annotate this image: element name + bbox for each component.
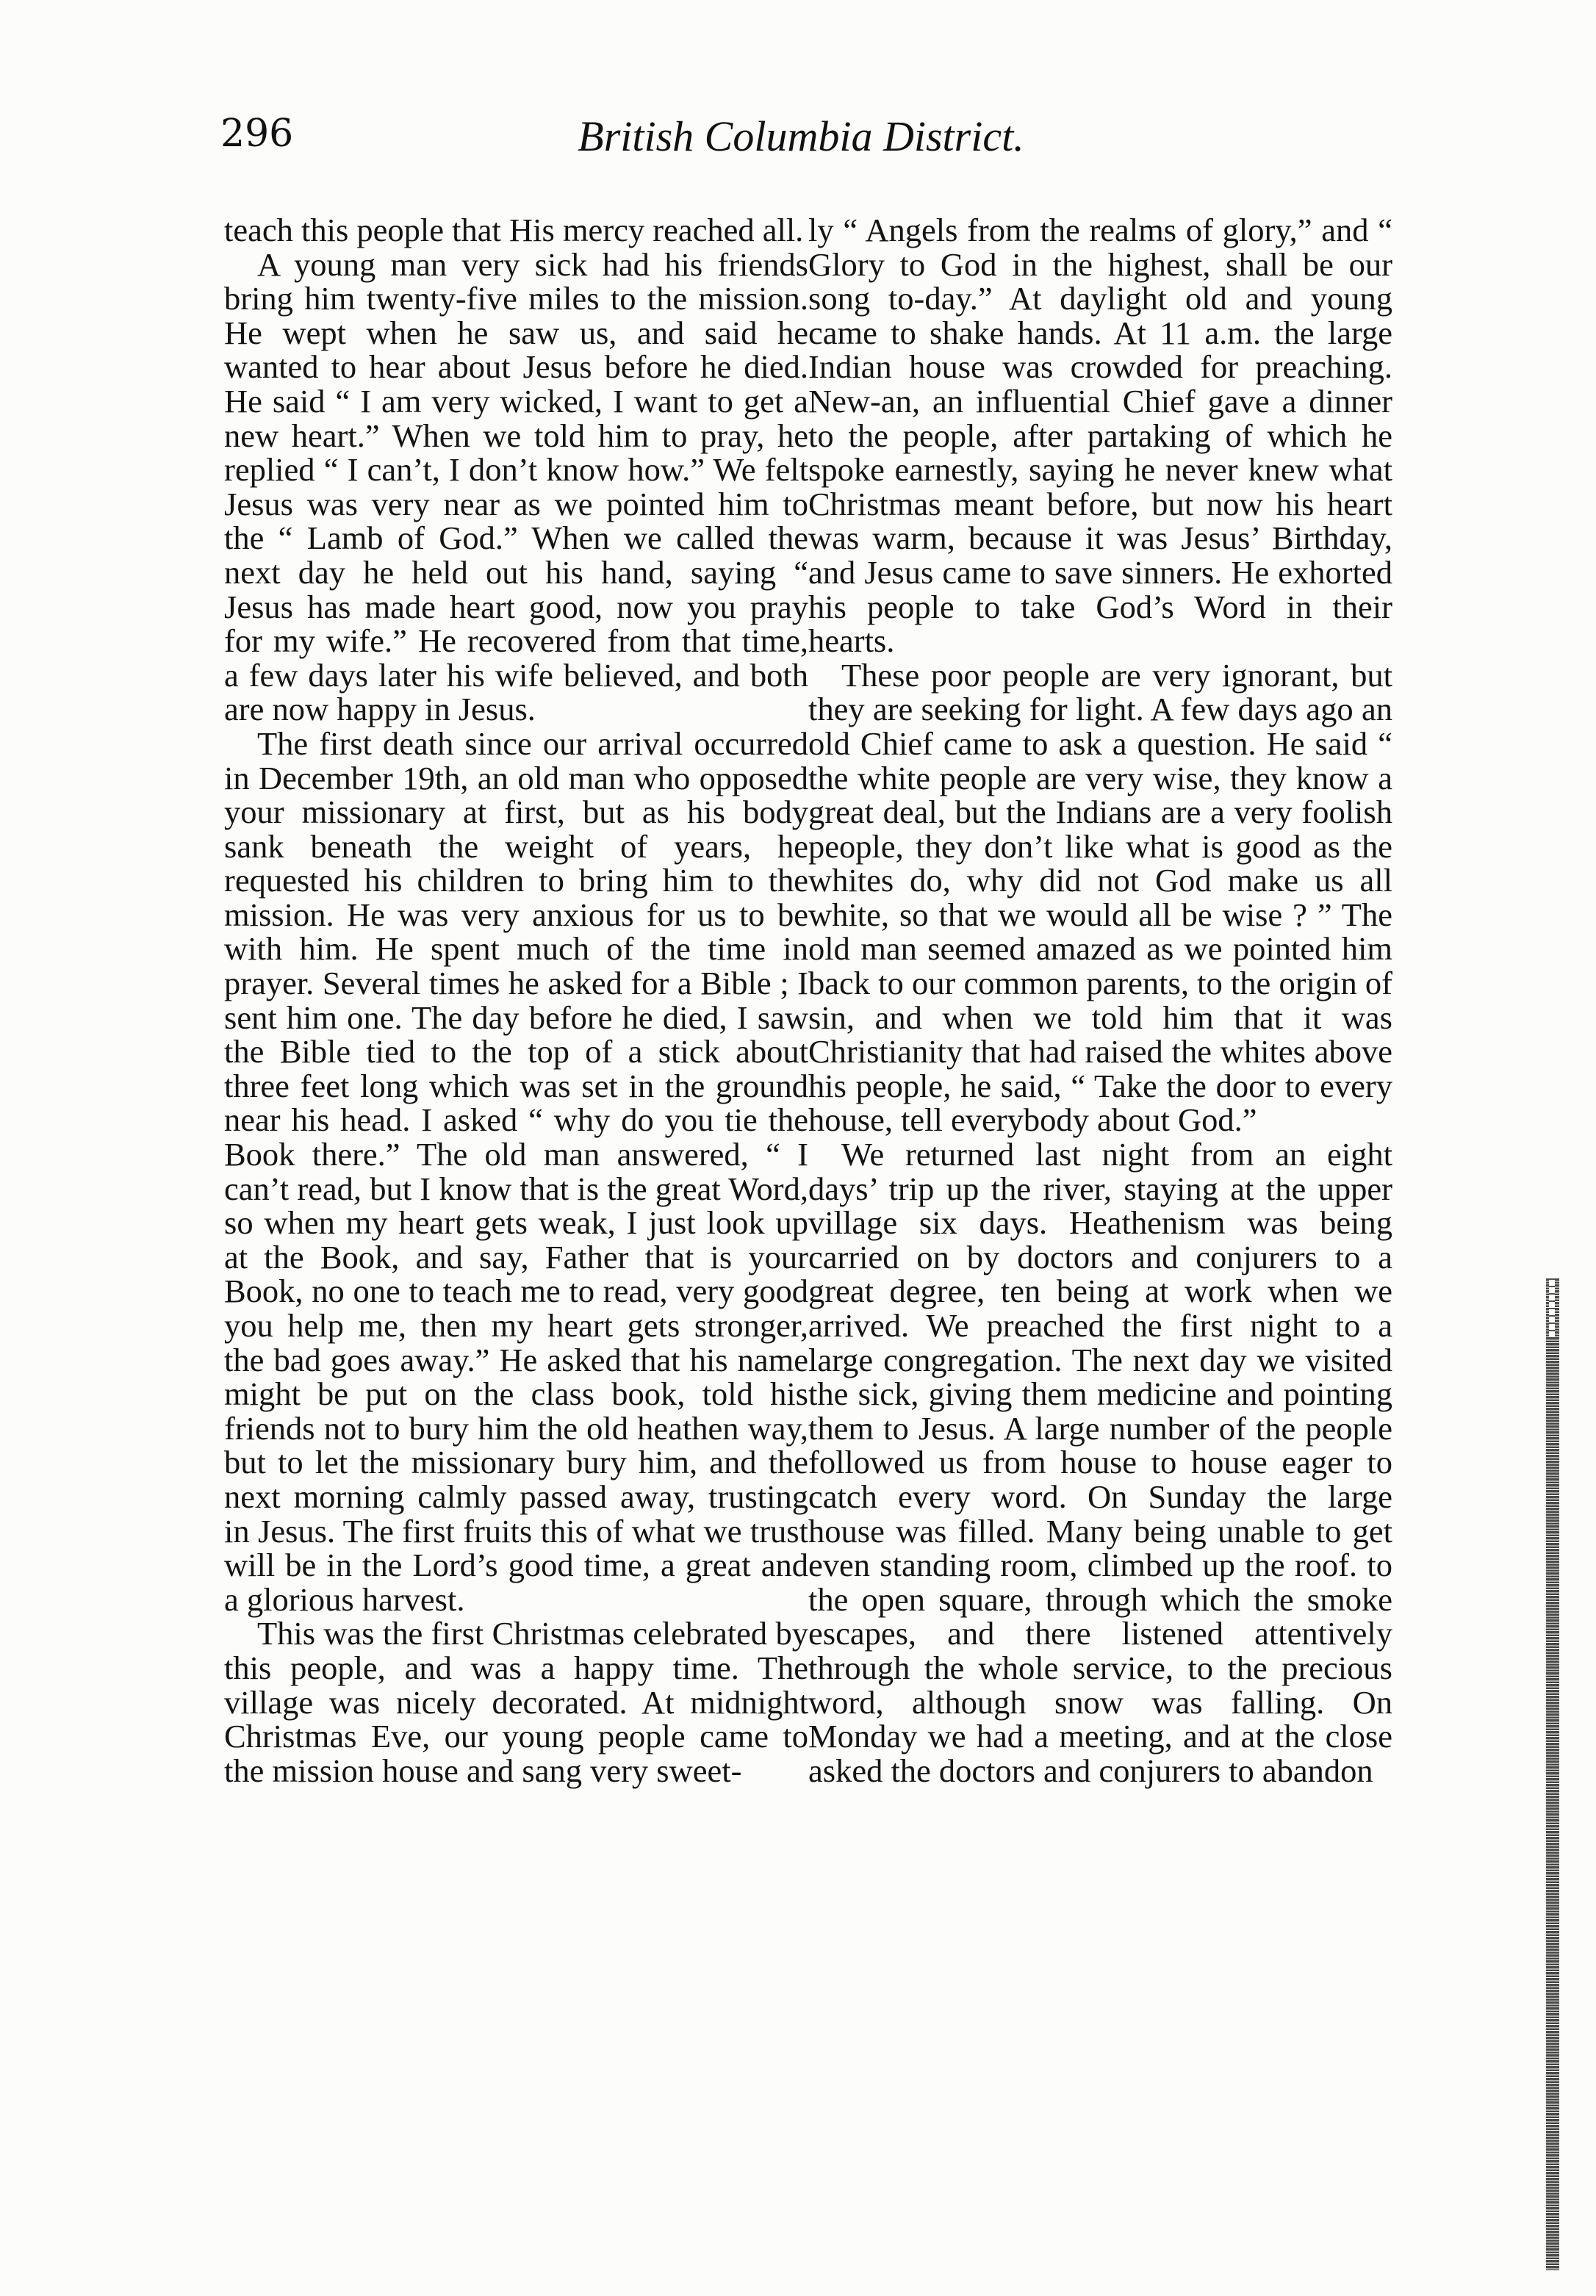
paragraph: These poor people are very ignorant, but they are seeking for light. A few days ago an old Chief came to ask a question. He said “ the white people are very wise, they know a great deal, but the Indians are a very foolish people, they don’t like what is good as the whites do, why did not God make us all white, so that we would all be wise ? ” The old man seemed amazed as we pointed him back to our common parents, to the origin of sin, and when we told him that it was Christianity that had raised the whites above his people, he said, “ Take the door to every house, tell everybody about God.”: [808, 656, 1392, 1139]
paragraph: This was the first Christmas celebrated by this people, and was a happy time. The village was nicely decorated. At midnight Christmas Eve, our young people came to the mission house and sang very sweet-: [224, 1615, 808, 1789]
paragraph: A young man very sick had his friends bring him twenty-five miles to the mission. He wept when he saw us, and said he wanted to hear about Jesus before he died. He said “ I am very wicked, I want to get a new heart.” When we told him to pray, he replied “ I can’t, I don’t know how.” We felt Jesus was very near as we pointed him to the “ Lamb of God.” When we called the next day he held out his hand, saying “ Jesus has made heart good, now you pray for my wife.” He recovered from that time, a few days later his wife believed, and both are now happy in Jesus.: [224, 245, 808, 728]
paragraph: teach this people that His mercy reached all.: [224, 212, 804, 248]
left-text-column: [224, 213, 808, 1788]
paragraph: We returned last night from an eight days’ trip up the river, staying at the upper village six days. Heathenism was being carried on by doctors and conjurers to a great degree, ten being at work when we arrived. We preached the first night to a large congregation. The next day we visited the sick, giving them medicine and pointing them to Jesus. A large number of the people followed us from house to house eager to catch every word. On Sunday the large house was filled. Many being unable to get even standing room, climbed up the roof. to the open square, through which the smoke escapes, and there listened attentively through the whole service, to the precious word, although snow was falling. On Monday we had a meeting, and at the close asked the doctors and conjurers to abandon: [808, 1136, 1392, 1789]
paragraph: ly “ Angels from the realms of glory,” and “ Glory to God in the highest, shall be our song to-day.” At daylight old and young came to shake hands. At 11 a.m. the large Indian house was crowded for preaching. New-an, an influential Chief gave a dinner to the people, after partaking of which he spoke earnestly, saying he never knew what Christmas meant before, but now his heart was warm, because it was Jesus’ Birthday, and Jesus came to save sinners. He exhorted his people to take God’s Word in their hearts.: [808, 212, 1392, 660]
right-text-column: [808, 213, 1392, 1788]
scan-edge-artifact: [1549, 1278, 1555, 1337]
running-title: British Columbia District.: [578, 112, 1024, 160]
paragraph: The first death since our arrival occurred in December 19th, an old man who opposed your missionary at first, but as his body sank beneath the weight of years, he requested his children to bring him to the mission. He was very anxious for us to be with him. He spent much of the time in prayer. Several times he asked for a Bible ; I sent him one. The day before he died, I saw the Bible tied to the top of a stick about three feet long which was set in the ground near his head. I asked “ why do you tie the Book there.” The old man answered, “ I can’t read, but I know that is the great Word, so when my heart gets weak, I just look up at the Book, and say, Father that is your Book, no one to teach me to read, very good you help me, then my heart gets stronger, the bad goes away.” He asked that his name might be put on the class book, told his friends not to bury him the old heathen way, but to let the missionary bury him, and the next morning calmly passed away, trusting in Jesus. The first fruits this of what we trust will be in the Lord’s good time, a great and a glorious harvest.: [224, 724, 808, 1618]
scan-edge-artifact: [1546, 1278, 1559, 2270]
page-header: [220, 112, 1381, 178]
page-number: 296: [220, 112, 294, 156]
